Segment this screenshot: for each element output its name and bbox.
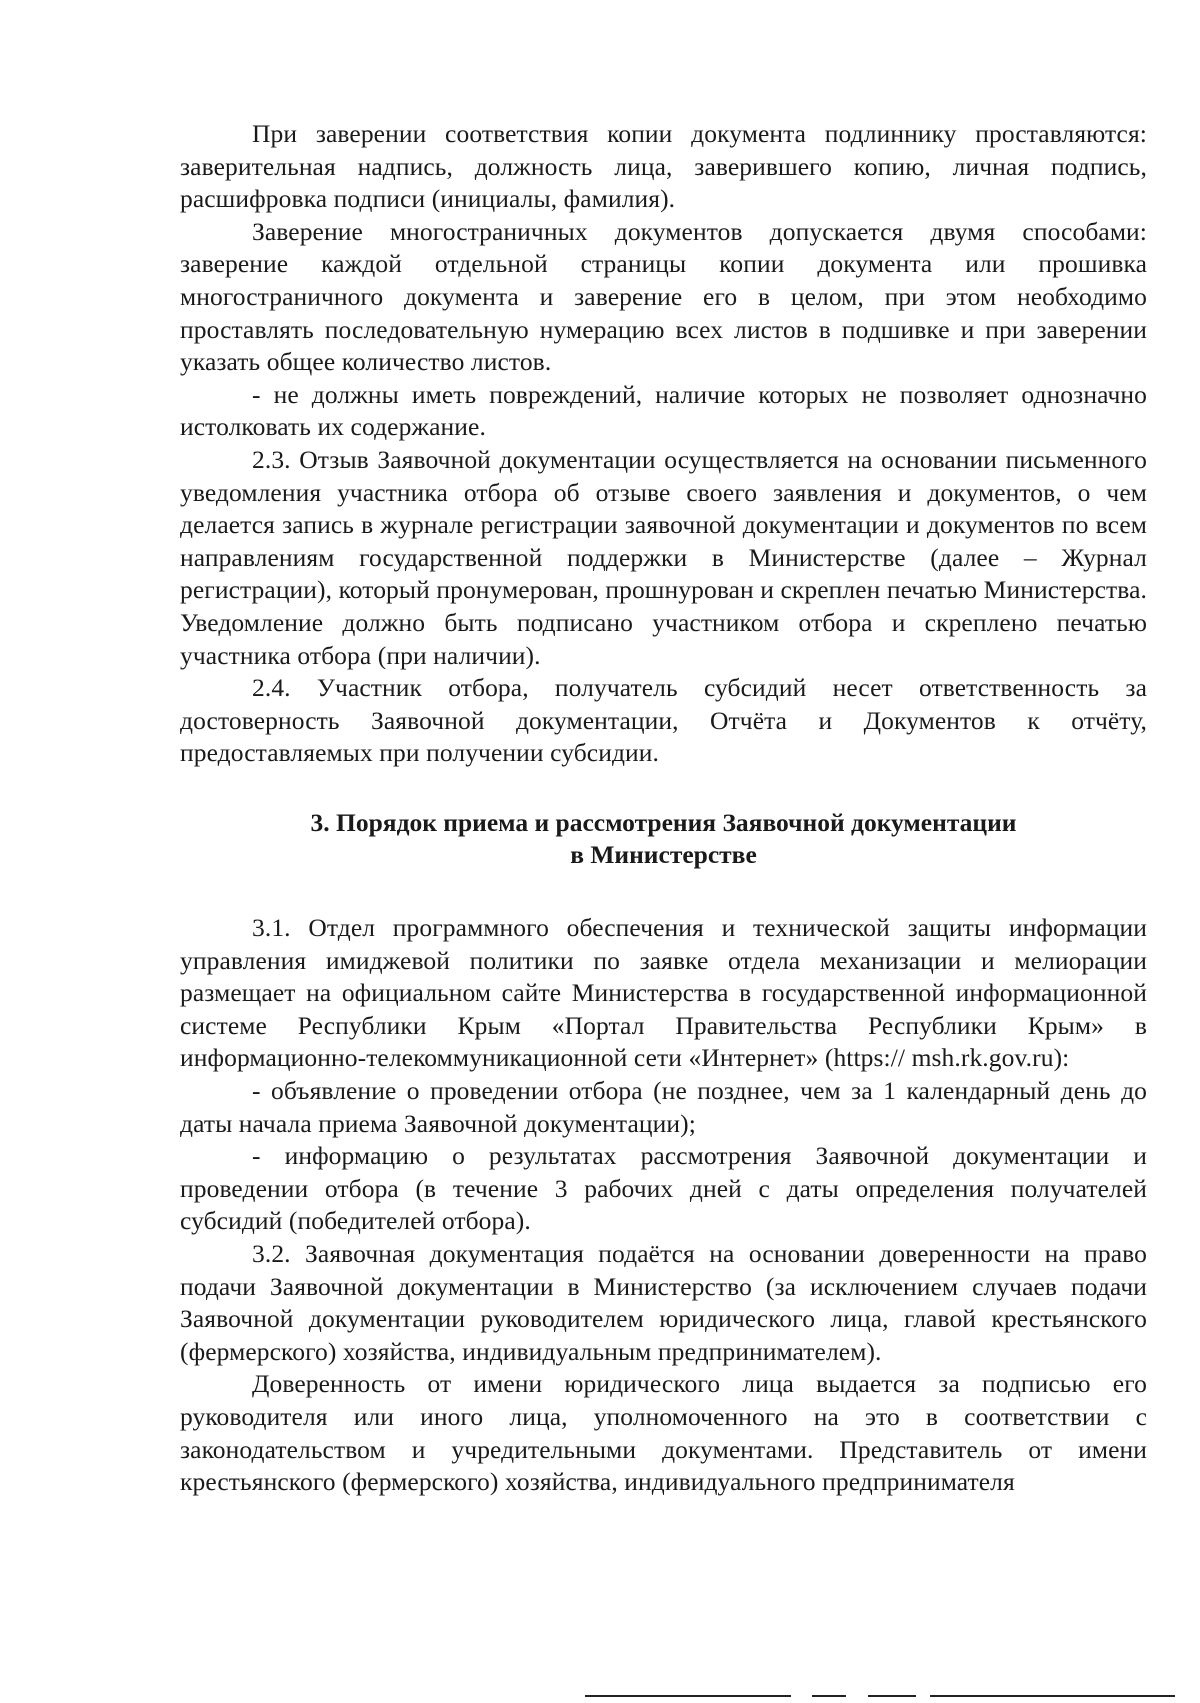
footer-rule	[812, 1695, 846, 1697]
paragraph-2-4: 2.4. Участник отбора, получатель субсидий несет ответственность за достоверность Заявочной документации, Отчёта и Документов к отчёту, предоставляемых при получении субсидии.	[180, 673, 1147, 768]
spacer	[180, 770, 1147, 807]
paragraph-no-damage: - не должны иметь повреждений, наличие которых не позволяет однозначно истолковать их содержание.	[180, 379, 1147, 442]
paragraph-certification-copy: При заверении соответствия копии документа подлиннику проставляются: заверительная надпись, должность лица, заверившего копию, личная подпись, расшифровка подписи (инициалы, фамилия).	[180, 119, 1147, 214]
spacer	[180, 872, 1147, 912]
footer-rule	[585, 1695, 791, 1697]
paragraph-announcement: - объявление о проведении отбора (не позднее, чем за 1 календарный день до даты начала приема Заявочной документации);	[180, 1076, 1147, 1138]
paragraph-2-3: 2.3. Отзыв Заявочной документации осуществляется на основании письменного уведомления участника отбора об отзыве своего заявления и документов, о чем делается запись в журнале регистрации заявочной документации и документов по всем направлениям государственной поддержки в Министерстве (далее – Журнал регистрации), который пронумерован, прошнурован и скреплен печатью Министерства. Уведомление должно быть подписано участником отбора и скреплено печатью участника отбора (при наличии).	[180, 444, 1147, 670]
footer-rule	[868, 1695, 916, 1697]
section-heading-line-1: 3. Порядок приема и рассмотрения Заявочной документации	[310, 807, 1017, 837]
paragraph-results-info: - информацию о результатах рассмотрения Заявочной документации и проведении отбора (в течение 3 рабочих дней с даты определения получателей субсидий (победителей отбора).	[180, 1141, 1147, 1236]
paragraph-power-of-attorney: Доверенность от имени юридического лица выдается за подписью его руководителя или иного лица, уполномоченного на это в соответствии с законодательством и учредительными документами. Представитель от имени крестьянского (фермерского) хозяйства, индивидуального предпринимателя	[180, 1369, 1147, 1497]
paragraph-3-1: 3.1. Отдел программного обеспечения и технической защиты информации управления имиджевой политики по заявке отдела механизации и мелиорации размещает на официальном сайте Министерства в государственной информационной системе Республики Крым «Портал Правительства Республики Крым» в информационно-телекоммуникационной сети «Интернет» (https:// msh.rk.gov.ru):	[180, 913, 1147, 1073]
footer-rule	[930, 1695, 1175, 1697]
paragraph-multipage-certification: Заверение многостраничных документов допускается двумя способами: заверение каждой отдельной страницы копии документа или прошивка многостраничного документа и заверение его в целом, при этом необходимо проставлять последовательную нумерацию всех листов в подшивке и при заверении указать общее количество листов.	[180, 216, 1147, 377]
paragraph-3-2: 3.2. Заявочная документация подаётся на основании доверенности на право подачи Заявочной документации в Министерство (за исключением случаев подачи Заявочной документации руководителем юридического лица, главой крестьянского (фермерского) хозяйства, индивидуальным предпринимателем).	[180, 1239, 1147, 1366]
document-page	[180, 118, 1147, 1499]
section-heading-line-2: в Министерстве	[570, 840, 757, 870]
